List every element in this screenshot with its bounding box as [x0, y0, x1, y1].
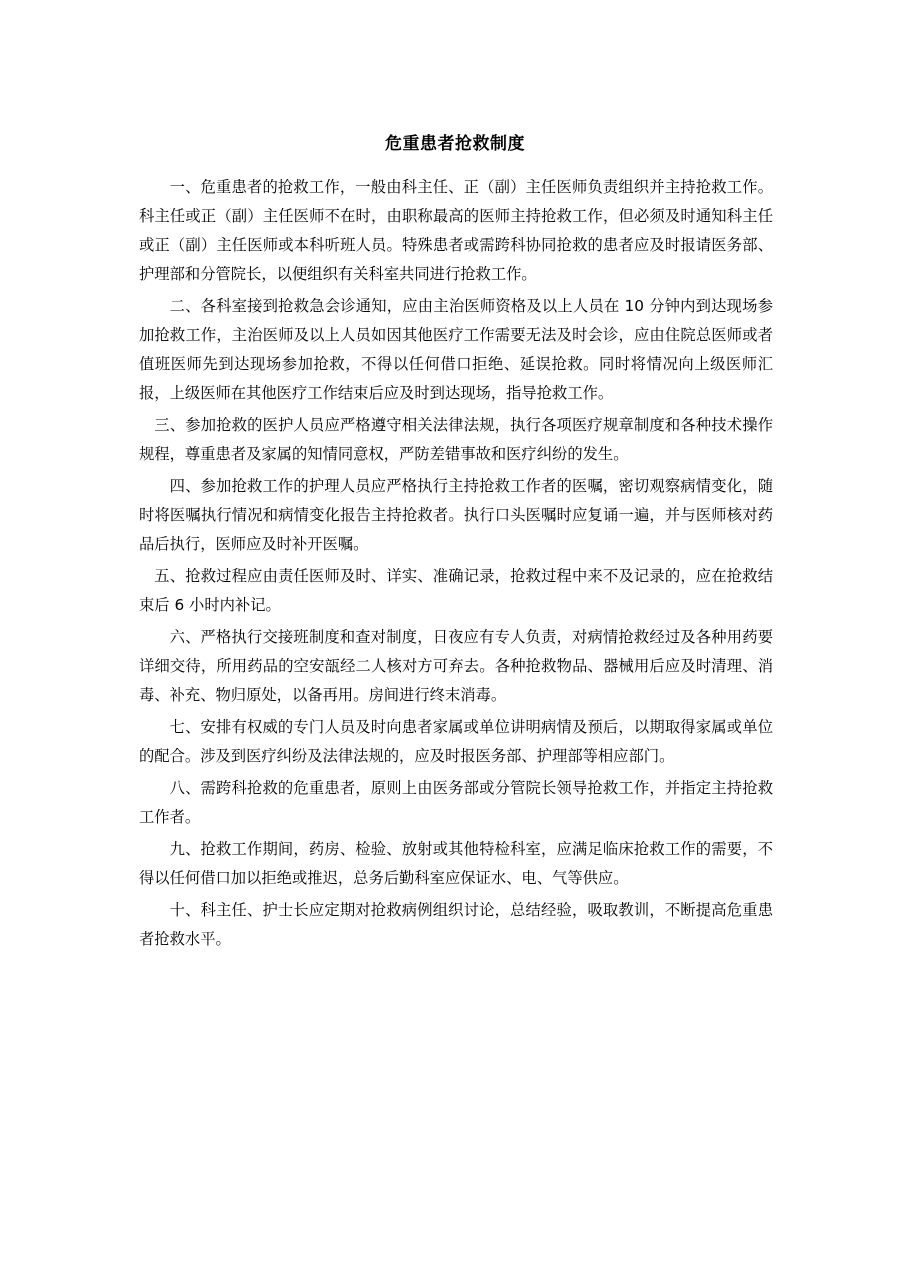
paragraph-1: 一、危重患者的抢救工作，一般由科主任、正（副）主任医师负责组织并主持抢救工作。科主任或正（副）主任医师不在时，由职称最高的医师主持抢救工作，但必须及时通知科主任或正（副）主任医师或本科听班人员。特殊患者或需跨科协同抢救的患者应及时报请医务部、护理部和分管院长，以便组织有关科室共同进行抢救工作。 — [139, 178, 773, 283]
document-body — [139, 173, 773, 957]
paragraph-4: 四、参加抢救工作的护理人员应严格执行主持抢救工作者的医嘱，密切观察病情变化，随时将医嘱执行情况和病情变化报告主持抢救者。执行口头医嘱时应复诵一遍，并与医师核对药品后执行，医师应及时补开医嘱。 — [139, 477, 773, 553]
paragraph-9: 九、抢救工作期间，药房、检验、放射或其他特检科室，应满足临床抢救工作的需要，不得以任何借口加以拒绝或推迟，总务后勤科室应保证水、电、气等供应。 — [139, 840, 773, 887]
paragraph-5: 五、抢救过程应由责任医师及时、详实、准确记录，抢救过程中来不及记录的，应在抢救结束后 6 小时内补记。 — [139, 567, 773, 614]
paragraph-8: 八、需跨科抢救的危重患者，原则上由医务部或分管院长领导抢救工作，并指定主持抢救工作者。 — [139, 779, 773, 826]
paragraph-2: 二、各科室接到抢救急会诊通知，应由主治医师资格及以上人员在 10 分钟内到达现场参加抢救工作，主治医师及以上人员如因其他医疗工作需要无法及时会诊，应由住院总医师或者值班医师先到达现场参加抢救，不得以任何借口拒绝、延误抢救。同时将情况向上级医师汇报，上级医师在其他医疗工作结束后应及时到达现场，指导抢救工作。 — [139, 297, 773, 402]
paragraph-3: 三、参加抢救的医护人员应严格遵守相关法律法规，执行各项医疗规章制度和各种技术操作规程，尊重患者及家属的知情同意权，严防差错事故和医疗纠纷的发生。 — [139, 416, 773, 463]
paragraph-6: 六、严格执行交接班制度和查对制度，日夜应有专人负责，对病情抢救经过及各种用药要详细交待，所用药品的空安瓿经二人核对方可弃去。各种抢救物品、器械用后应及时清理、消毒、补充、物归原处，以备再用。房间进行终末消毒。 — [139, 628, 773, 704]
document-title: 危重患者抢救制度 — [385, 134, 525, 154]
paragraph-7: 七、安排有权威的专门人员及时向患者家属或单位讲明病情及预后，以期取得家属或单位的配合。涉及到医疗纠纷及法律法规的，应及时报医务部、护理部等相应部门。 — [139, 718, 773, 765]
paragraph-10: 十、科主任、护士长应定期对抢救病例组织讨论，总结经验，吸取教训，不断提高危重患者抢救水平。 — [139, 901, 773, 948]
